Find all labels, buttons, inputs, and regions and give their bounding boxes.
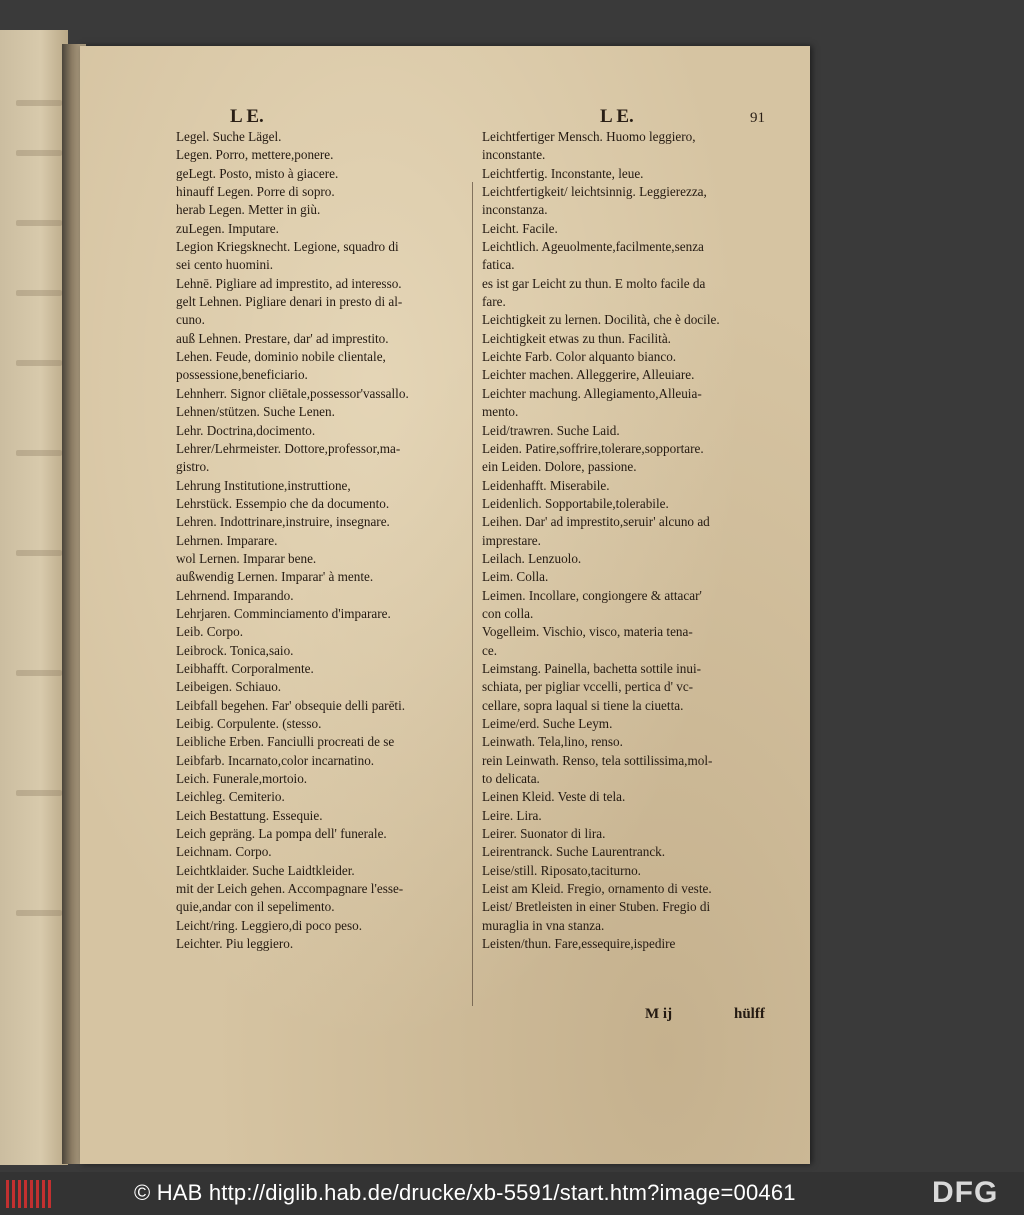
right-entry-line: Leirer. Suonator di lira.	[482, 826, 606, 842]
left-entry-line: Legion Kriegsknecht. Legione, squadro di	[176, 239, 399, 255]
left-entry-line: Leibfall begehen. Far' obsequie delli parēti.	[176, 697, 406, 713]
right-entry-line: Leidenhafft. Miserabile.	[482, 477, 610, 493]
right-entry-line: Leidenlich. Sopportabile,tolerabile.	[482, 495, 669, 511]
left-entry-line: cuno.	[176, 312, 205, 328]
left-entry-line: Lehnen/stützen. Suche Lenen.	[176, 404, 335, 420]
right-column	[482, 128, 782, 953]
page-number: 91	[750, 110, 765, 126]
right-entry-line: Leichtlich. Ageuolmente,facilmente,senza	[482, 239, 704, 255]
right-entry-line: Leichtfertig. Inconstante, leue.	[482, 165, 644, 181]
left-entry-line: Lehrnen. Imparare.	[176, 532, 278, 548]
left-entry-line: quie,andar con il sepelimento.	[176, 899, 335, 915]
left-entry-line: Leicht/ring. Leggiero,di poco peso.	[176, 917, 363, 933]
left-entry-line: sei cento huomini.	[176, 257, 274, 273]
right-entry-line: Leichte Farb. Color alquanto bianco.	[482, 349, 677, 365]
left-entry-line: Leibhafft. Corporalmente.	[176, 660, 314, 676]
left-entry-line: geLegt. Posto, misto à giacere.	[176, 165, 339, 181]
right-entry-line: Leisten/thun. Fare,essequire,ispedire	[482, 936, 676, 952]
right-entry-line: Leichter machen. Alleggerire, Alleuiare.	[482, 367, 695, 383]
film-strip-icon	[6, 1180, 51, 1208]
right-entry-line: schiata, per pigliar vccelli, pertica d' vc-	[482, 679, 694, 695]
left-column	[176, 128, 468, 953]
prev-page-text-stub	[16, 360, 62, 366]
right-entry-line: Leimstang. Painella, bachetta sottile inui-	[482, 660, 701, 676]
left-entry-line: Leibeigen. Schiauo.	[176, 679, 282, 695]
left-entry-line: Leichnam. Corpo.	[176, 844, 272, 860]
left-entry-line: Lehnē. Pigliare ad imprestito, ad interesso.	[176, 275, 402, 291]
column-divider	[472, 182, 473, 1006]
left-entry-line: Lehrjaren. Comminciamento d'imparare.	[176, 605, 391, 621]
right-entry-line: Leilach. Lenzuolo.	[482, 550, 582, 566]
left-entry-line: Leib. Corpo.	[176, 624, 244, 640]
left-entry-line: Leichleg. Cemiterio.	[176, 789, 285, 805]
right-entry-line: ce.	[482, 642, 498, 658]
right-entry-line: Leicht. Facile.	[482, 220, 558, 236]
prev-page-text-stub	[16, 790, 62, 796]
right-entry-line: es ist gar Leicht zu thun. E molto facile da	[482, 275, 706, 291]
right-entry-line: Leid/trawren. Suche Laid.	[482, 422, 620, 438]
right-entry-line: ein Leiden. Dolore, passione.	[482, 459, 637, 475]
right-entry-line: Leihen. Dar' ad imprestito,seruir' alcuno ad	[482, 514, 710, 530]
prev-page-text-stub	[16, 150, 62, 156]
right-entry-line: to delicata.	[482, 771, 540, 787]
right-entry-line: cellare, sopra laqual si tiene la ciuetta.	[482, 697, 684, 713]
right-entry-line: Leichtfertigkeit/ leichtsinnig. Leggierezza,	[482, 184, 707, 200]
left-entry-line: Lehrstück. Essempio che da documento.	[176, 495, 390, 511]
dfg-logo: DFG	[932, 1176, 999, 1209]
left-entry-line: auß Lehnen. Prestare, dar' ad imprestito.	[176, 330, 389, 346]
left-entry-line: Leich. Funerale,mortoio.	[176, 771, 308, 787]
right-entry-line: Leiden. Patire,soffrire,tolerare,sopportare.	[482, 440, 704, 456]
right-entry-line: Leime/erd. Suche Leym.	[482, 716, 613, 731]
right-entry-line: rein Leinwath. Renso, tela sottilissima,mol-	[482, 752, 713, 768]
right-entry-line: inconstanza.	[482, 202, 548, 218]
left-entry-line: Lehnherr. Signor cliētale,possessor'vassallo.	[176, 385, 409, 401]
left-entry-line: gelt Lehnen. Pigliare denari in presto di al-	[176, 294, 403, 310]
previous-page-edge	[0, 30, 68, 1165]
signature-mark: M ij	[645, 1006, 673, 1022]
left-entry-line: Leichter. Piu leggiero.	[176, 936, 294, 952]
right-entry-line: Leist am Kleid. Fregio, ornamento di veste.	[482, 881, 712, 897]
prev-page-text-stub	[16, 670, 62, 676]
left-entry-line: außwendig Lernen. Imparar' à mente.	[176, 569, 374, 585]
right-entry-line: fare.	[482, 294, 506, 310]
left-entry-line: Lehren. Indottrinare,instruire, insegnare.	[176, 514, 390, 530]
catchword: hülff	[734, 1006, 765, 1022]
left-entry-line: hinauff Legen. Porre di sopro.	[176, 184, 335, 200]
right-entry-line: mento.	[482, 404, 519, 420]
right-entry-line: fatica.	[482, 257, 515, 273]
left-entry-line: Legel. Suche Lägel.	[176, 129, 282, 144]
left-entry-line: Leibig. Corpulente. (stesso.	[176, 716, 322, 731]
right-entry-line: Leinwath. Tela,lino, renso.	[482, 734, 623, 750]
prev-page-text-stub	[16, 100, 62, 106]
left-entry-line: Leichtklaider. Suche Laidtkleider.	[176, 862, 355, 878]
footer-bar	[0, 1172, 1024, 1215]
right-entry-line: Leimen. Incollare, congiongere & attacar'	[482, 587, 702, 603]
left-entry-line: Lehrer/Lehrmeister. Dottore,professor,ma-	[176, 440, 401, 456]
left-entry-line: Leibrock. Tonica,saio.	[176, 642, 294, 658]
running-head-left: L E.	[230, 106, 264, 127]
left-entry-line: herab Legen. Metter in giù.	[176, 202, 321, 218]
prev-page-text-stub	[16, 550, 62, 556]
citation-link[interactable]: © HAB http://diglib.hab.de/drucke/xb-5591/start.htm?image=00461	[134, 1180, 796, 1205]
left-entry-line: wol Lernen. Imparar bene.	[176, 550, 317, 566]
right-entry-line: Leire. Lira.	[482, 807, 542, 823]
left-entry-line: Lehrung Institutione,instruttione,	[176, 477, 351, 493]
left-entry-line: possessione,beneficiario.	[176, 367, 308, 383]
right-entry-line: Vogelleim. Vischio, visco, materia tena-	[482, 624, 693, 640]
right-entry-line: Leichtfertiger Mensch. Huomo leggiero,	[482, 129, 696, 144]
left-entry-line: Lehen. Feude, dominio nobile clientale,	[176, 349, 386, 365]
running-head-right: L E.	[600, 106, 634, 127]
left-entry-line: Lehrnend. Imparando.	[176, 587, 294, 603]
left-entry-line: gistro.	[176, 459, 210, 475]
prev-page-text-stub	[16, 220, 62, 226]
left-entry-line: mit der Leich gehen. Accompagnare l'esse-	[176, 881, 404, 897]
right-entry-line: Leim. Colla.	[482, 569, 549, 585]
book-page	[80, 46, 810, 1164]
right-entry-line: Leinen Kleid. Veste di tela.	[482, 789, 626, 805]
left-entry-line: Lehr. Doctrina,docimento.	[176, 422, 316, 438]
right-entry-line: Leichter machung. Allegiamento,Alleuia-	[482, 385, 702, 401]
prev-page-text-stub	[16, 290, 62, 296]
prev-page-text-stub	[16, 910, 62, 916]
right-entry-line: con colla.	[482, 605, 534, 621]
left-entry-line: Legen. Porro, mettere,ponere.	[176, 147, 334, 163]
left-entry-line: Leich Bestattung. Essequie.	[176, 807, 323, 823]
left-entry-line: zuLegen. Imputare.	[176, 220, 279, 236]
prev-page-text-stub	[16, 450, 62, 456]
right-entry-line: Leist/ Bretleisten in einer Stuben. Fregio di	[482, 899, 711, 915]
right-entry-line: Leichtigkeit zu lernen. Docilità, che è docile.	[482, 312, 720, 328]
left-entry-line: Leich gepräng. La pompa dell' funerale.	[176, 826, 387, 842]
left-entry-line: Leibfarb. Incarnato,color incarnatino.	[176, 752, 375, 768]
right-entry-line: inconstante.	[482, 147, 546, 163]
right-entry-line: Leirentranck. Suche Laurentranck.	[482, 844, 666, 860]
right-entry-line: Leichtigkeit etwas zu thun. Facilità.	[482, 330, 671, 346]
left-entry-line: Leibliche Erben. Fanciulli procreati de se	[176, 734, 395, 750]
right-entry-line: Leise/still. Riposato,taciturno.	[482, 862, 641, 878]
right-entry-line: imprestare.	[482, 532, 541, 548]
right-entry-line: muraglia in vna stanza.	[482, 917, 605, 933]
